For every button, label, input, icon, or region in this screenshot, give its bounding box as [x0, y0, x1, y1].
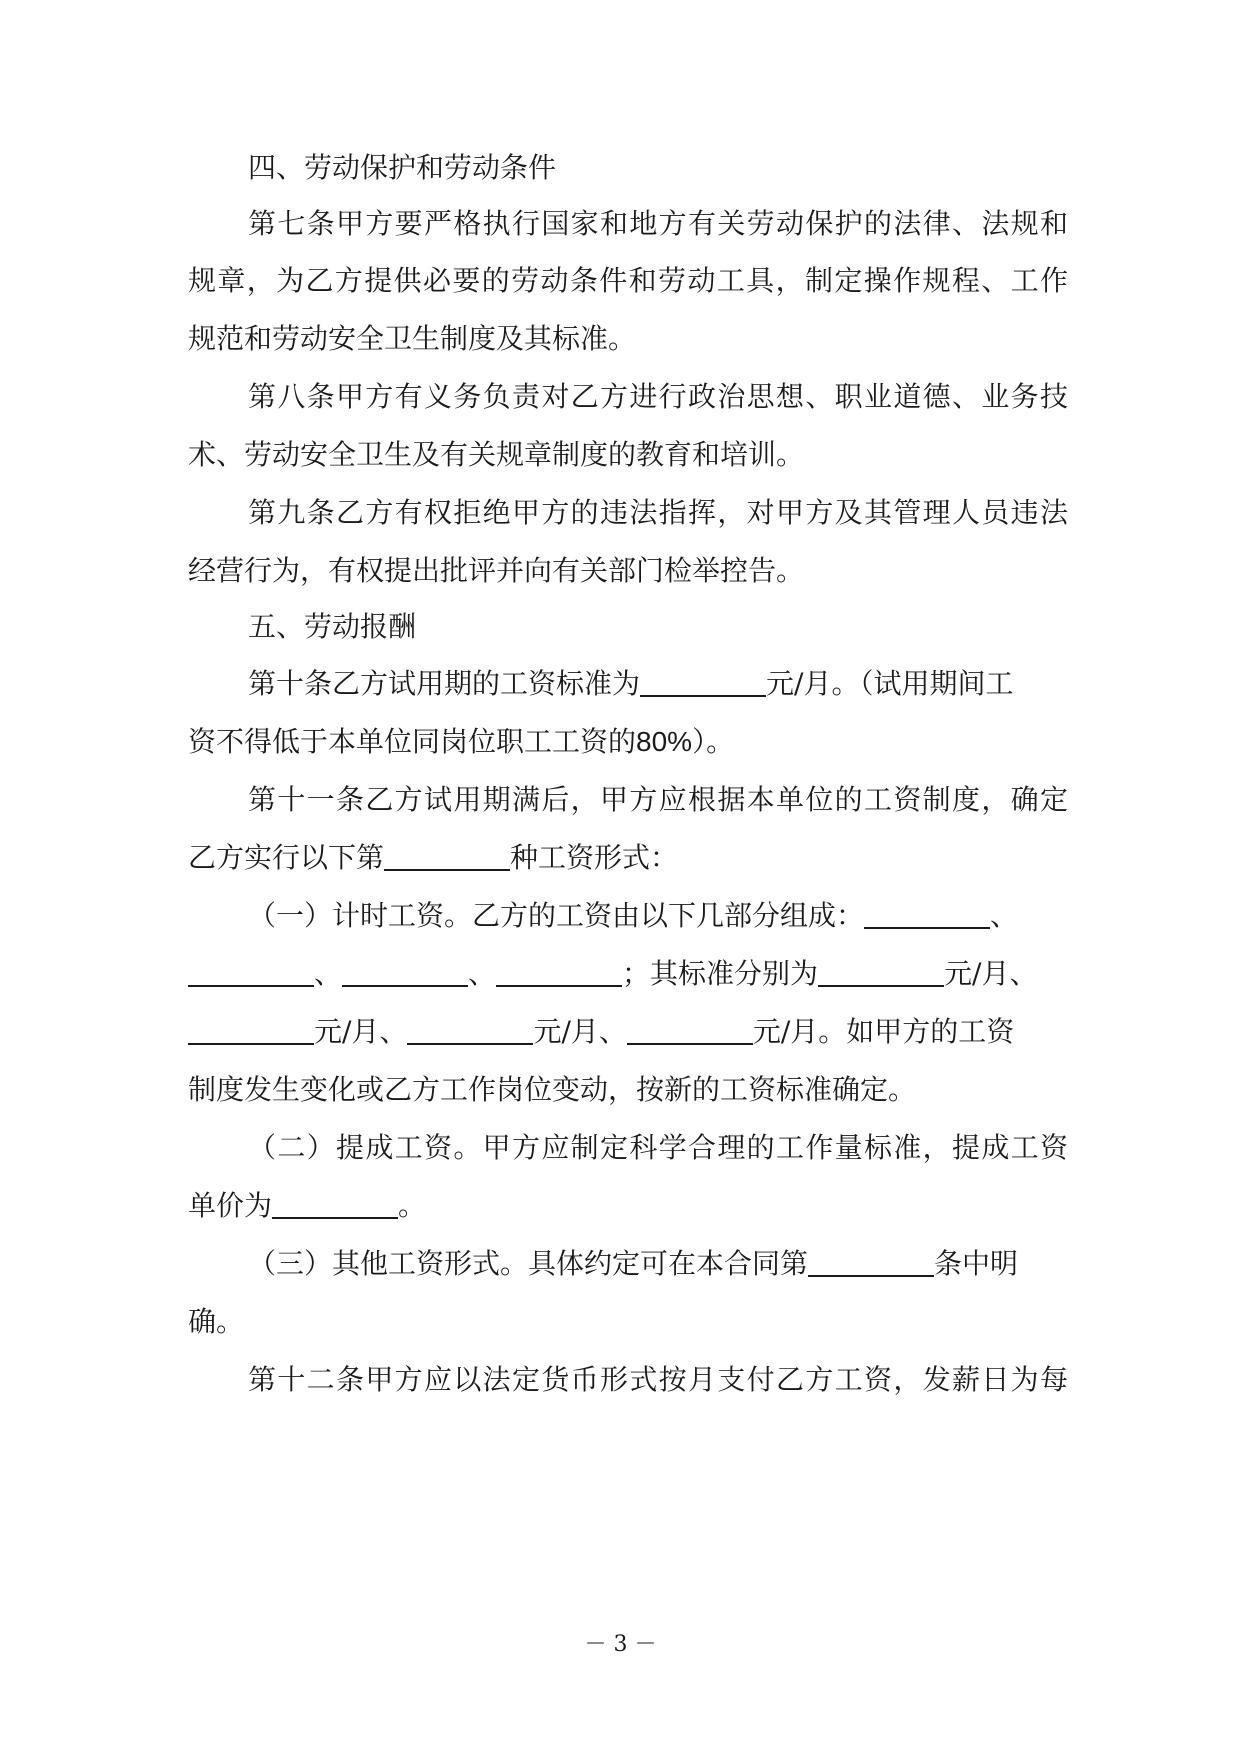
fill-blank[interactable] — [640, 667, 766, 697]
article-7-line-3: 规范和劳动安全卫生制度及其标准。 — [188, 322, 637, 355]
article-10-line-2: 资不得低于本单位同岗位职工工资的80%）。 — [188, 725, 735, 758]
fill-blank[interactable] — [384, 841, 510, 871]
item-3-line-1: （三）其他工资形式。具体约定可在本合同第 条中明 — [248, 1247, 1019, 1280]
article-7-line-2: 规章，为乙方提供必要的劳动条件和劳动工具，制定操作规程、工作 — [188, 264, 1068, 297]
article-9-line-2: 经营行为，有权提出批评并向有关部门检举控告。 — [188, 554, 805, 587]
fill-blank[interactable] — [272, 1189, 398, 1219]
fill-blank[interactable] — [407, 1015, 533, 1045]
fill-blank[interactable] — [496, 957, 622, 987]
item-3-line-2: 确。 — [188, 1305, 245, 1338]
fill-blank[interactable] — [188, 957, 314, 987]
fill-blank[interactable] — [808, 1247, 934, 1277]
item-1-line-2: 、 、 ；其标准分别为 元/月、 — [188, 954, 1068, 994]
section-heading-4: 四、劳动保护和劳动条件 — [248, 151, 557, 184]
article-11-line-2: 乙方实行以下第 种工资形式： — [188, 841, 679, 874]
article-8-line-2: 术、劳动安全卫生及有关规章制度的教育和培训。 — [188, 438, 805, 471]
article-7-line-1: 第七条甲方要严格执行国家和地方有关劳动保护的法律、法规和 — [248, 207, 1068, 240]
fill-blank[interactable] — [864, 899, 990, 929]
article-11-line-1: 第十一条乙方试用期满后，甲方应根据本单位的工资制度，确定 — [248, 783, 1068, 816]
item-2-line-2: 单价为 。 — [188, 1189, 427, 1222]
page-number: － 3 － — [584, 1632, 657, 1657]
section-heading-5: 五、劳动报酬 — [248, 610, 417, 643]
fill-blank[interactable] — [627, 1015, 753, 1045]
article-12-line-1: 第十二条甲方应以法定货币形式按月支付乙方工资，发薪日为每 — [248, 1363, 1068, 1396]
article-9-line-1: 第九条乙方有权拒绝甲方的违法指挥，对甲方及其管理人员违法 — [248, 496, 1068, 529]
item-1-line-1: （一）计时工资。乙方的工资由以下几部分组成： 、 — [248, 899, 1019, 932]
item-1-line-3: 元/月、 元/月、 元/月。如甲方的工资 — [188, 1012, 1068, 1052]
fill-blank[interactable] — [342, 957, 468, 987]
fill-blank[interactable] — [188, 1015, 314, 1045]
article-10-line-1: 第十条乙方试用期的工资标准为 元/月。（试用期间工 — [248, 667, 1014, 700]
item-2-line-1: （二）提成工资。甲方应制定科学合理的工作量标准，提成工资 — [248, 1131, 1068, 1164]
fill-blank[interactable] — [818, 957, 944, 987]
item-1-line-4: 制度发生变化或乙方工作岗位变动，按新的工资标准确定。 — [188, 1073, 917, 1106]
article-8-line-1: 第八条甲方有义务负责对乙方进行政治思想、职业道德、业务技 — [248, 380, 1068, 413]
